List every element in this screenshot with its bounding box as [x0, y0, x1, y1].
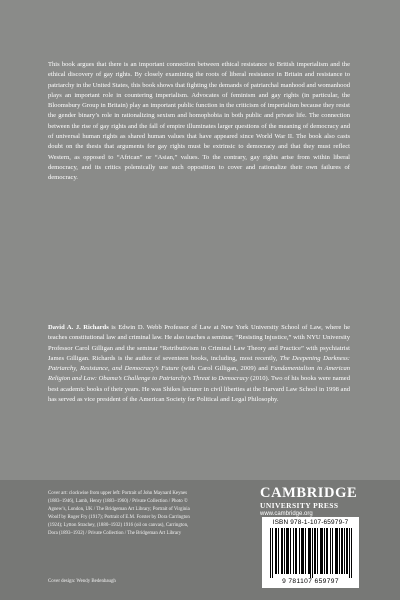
publisher-logo [260, 486, 360, 518]
bio-text-1: is Edwin D. Webb Professor of Law at New York University School of Law, where he teaches constitutional law and criminal law. He also teaches a seminar, “Resisting Injustice,” with NYU University Professor Carol Gilligan and the seminar “Retributivism in Criminal Law Theory and Practice” with psychiatrist James Gilligan. Richards is the author of seventeen books, including, most recently, [48, 324, 350, 362]
bio-text-3: (2010). Two of his books were named best academic books of their years. He was Shikes lecturer in civil liberties at the Harvard Law School in 1998 and has served as vice president of the American Society for Political and Legal Philosophy. [48, 375, 350, 404]
book-title-1: The Deepening Darkness: Patriarchy, Resistance, and Democracy’s Future [48, 354, 350, 373]
author-name: David A. J. Richards [48, 324, 109, 331]
isbn-label: ISBN 978-1-107-65979-7 [272, 519, 349, 526]
publisher-subtitle: UNIVERSITY PRESS [260, 501, 339, 510]
publisher-name: CAMBRIDGE [260, 485, 358, 501]
bio-text-2: (with Carol Gilligan, 2009) and [178, 365, 271, 373]
cover-art-credits: Cover art: clockwise from upper left: Portrait of John Maynard Keynes (1883–1946), Lamb, Henry (1883–1960) / Private Collection / Photo © Agnew’s, London, UK / The Bridgeman Art Library; Portrait of Virginia Woolf by Roger Fry (1917); Portrait of E.M. Forster by Dora Carrington (1924); Lytton Strachey, (1880–1932) 1916 (oil on canvas), Carrington, Dora (1893–1932) / Private Collection / The Bridgeman Art Library [48, 491, 190, 536]
barcode-icon [268, 528, 353, 578]
book-title-2: Fundamentalism in American Religion and Law: Obama’s Challenge to Patriarchy’s Threat to Democracy [48, 365, 350, 383]
cover-design-credit: Cover design: Wendy Bedenbaugh [48, 579, 116, 584]
publisher-url: www.cambridge.org [260, 511, 313, 517]
barcode-number: 9 781107 659797 [282, 578, 339, 585]
author-biography [48, 323, 350, 405]
barcode-panel [262, 517, 359, 588]
book-description: This book argues that there is an important connection between ethical resistance to British imperialism and the ethical discovery of gay rights. By closely examining the roots of liberal resistance in Britain and resistance to patriarchy in the United States, this book shows that fighting the demands of patriarchal manhood and womanhood plays an important role in countering imperialism. Advocates of feminism and gay rights (in particular, the Bloomsbury Group in Britain) play an important public function in the criticism of imperialism because they resist the gender binary’s role in rationalizing sexism and homophobia in both public and private life. The connection between the rise of gay rights and the fall of empire illuminates larger questions of the meaning of democracy and of universal human rights as shared human values that have appeared since World War II. The book also casts doubt on the thesis that arguments for gay rights must be extrinsic to democracy and that they must reflect Western, as opposed to “African” or “Asian,” values. To the contrary, gay rights arise from within liberal democracy, and its critics polemically use such opposition to cover and rationalize their own failures of democracy. [48, 61, 350, 182]
